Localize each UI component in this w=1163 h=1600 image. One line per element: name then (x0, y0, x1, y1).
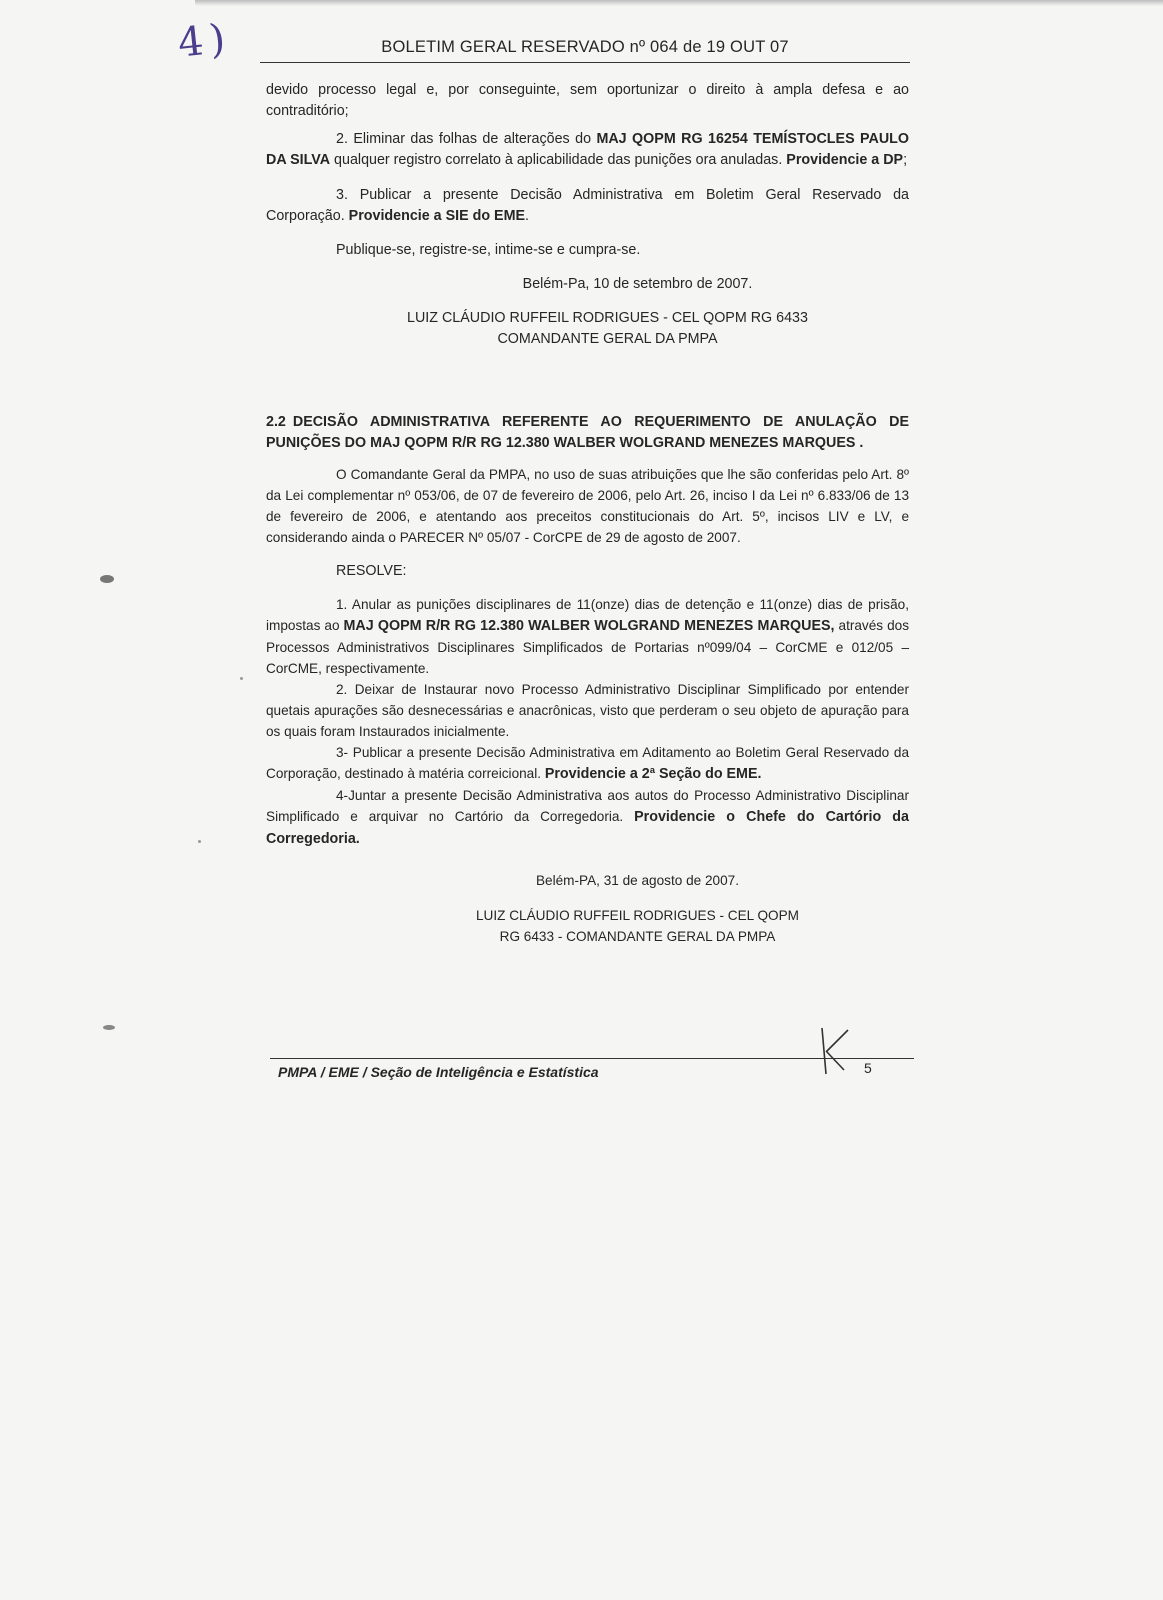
item-text: 4-Juntar a presente Decisão Administrativa aos autos do Processo Administrativo Disciplinar Simplificado e arquivar no Cartório da Corregedoria. (266, 788, 909, 824)
document-body (266, 80, 909, 947)
providence-text: Providencie a 2ª Seção do EME. (544, 766, 762, 782)
signature-initial-icon (818, 1026, 864, 1078)
section-heading (266, 412, 909, 454)
signature-role: COMANDANTE GERAL DA PMPA (497, 331, 718, 347)
signature-date: Belém-PA, 31 de agosto de 2007. (535, 873, 740, 888)
scan-speck (100, 575, 114, 583)
resolve-label: RESOLVE: (336, 563, 407, 579)
signature-name: LUIZ CLÁUDIO RUFFEIL RODRIGUES - CEL QOPM (475, 908, 800, 923)
item-eliminate-records (266, 129, 909, 171)
officer-name: MAJ QOPM RG 16254 TEMÍSTOCLES PAULO DA SILVA (266, 131, 909, 168)
page-number: 5 (864, 1060, 872, 1076)
officer-name: MAJ QOPM R/R RG 12.380 WALBER WOLGRAND MENEZES MARQUES, (343, 618, 835, 634)
scan-edge-shadow (195, 0, 1163, 6)
scan-speck (198, 840, 201, 843)
publique-line: Publique-se, registre-se, intime-se e cumpra-se. (336, 242, 641, 258)
signature-name: LUIZ CLÁUDIO RUFFEIL RODRIGUES - CEL QOPM RG 6433 (407, 310, 808, 326)
providence-text: Providencie a SIE do EME (348, 208, 526, 224)
footer-divider (270, 1058, 914, 1059)
header-title-number: nº 064 de 19 OUT 07 (629, 38, 789, 56)
item-text: 1. Anular as punições disciplinares de 11(onze) dias de detenção e 11(onze) dias de prisão, impostas ao (266, 597, 909, 633)
item-text: qualquer registro correlato à aplicabilidade das punições ora anuladas. (330, 152, 787, 168)
item-text: através dos Processos Administrativos Disciplinares Simplificados de Portarias nº099/04 – CorCME e 012/05 – CorCME, respectivamente. (266, 618, 909, 676)
signature-date: Belém-Pa, 10 de setembro de 2007. (522, 276, 753, 292)
item-text: 3- Publicar a presente Decisão Administrativa em Aditamento ao Boletim Geral Reservado da Corporação, destinado à matéria correicional. (266, 745, 909, 781)
resolve-item-2: 2. Deixar de Instaurar novo Processo Administrativo Disciplinar Simplificado por entender quetais apurações são desnecessárias e anacrônicas, visto que perderam o seu objeto de apuração para os quais foram Instaurados inicialmente. (266, 682, 909, 739)
item-text: . (525, 208, 530, 224)
resolve-item-1 (266, 594, 909, 679)
resolve-item-4 (266, 785, 909, 850)
providence-text: Providencie a DP (786, 152, 904, 168)
scan-speck (240, 677, 243, 680)
paragraph-continuation: devido processo legal e, por conseguinte, sem oportunizar o direito à ampla defesa e ao contraditório; (266, 82, 909, 119)
item-publish (266, 185, 909, 227)
providence-text: Providencie o Chefe do Cartório da Corregedoria. (266, 809, 909, 847)
handwritten-mark: 4) (175, 15, 234, 67)
header-divider (260, 62, 910, 63)
section-number: 2.2 (266, 414, 286, 430)
section-intro: O Comandante Geral da PMPA, no uso de suas atribuições que lhe são conferidas pelo Art. 8º da Lei complementar nº 053/06, de 07 de fevereiro de 2006, pelo Art. 26, inciso I da Lei nº 6.833/06 de 13 de fevereiro de 2006, e atentando aos preceitos constitucionais do Art. 5º, incisos LIV e LV, e considerando ainda o PARECER Nº 05/07 - CorCPE de 29 de agosto de 2007. (266, 467, 909, 545)
section-title: DECISÃO ADMINISTRATIVA REFERENTE AO REQUERIMENTO DE ANULAÇÃO DE PUNIÇÕES DO MAJ QOPM R/R RG 12.380 WALBER WOLGRAND MENEZES MARQUES . (266, 414, 909, 451)
item-text: ; (903, 152, 908, 168)
resolve-item-3 (266, 742, 909, 785)
signature-role: RG 6433 - COMANDANTE GERAL DA PMPA (499, 929, 776, 944)
footer-text: PMPA / EME / Seção de Inteligência e Estatística (278, 1064, 599, 1080)
item-text: 3. Publicar a presente Decisão Administrativa em Boletim Geral Reservado da Corporação. (266, 187, 909, 224)
item-text: 2. Eliminar das folhas de alterações do (336, 131, 597, 147)
page-header (260, 38, 910, 57)
scan-speck (103, 1025, 115, 1030)
header-title-prefix: BOLETIM GERAL RESERVADO (381, 38, 625, 56)
